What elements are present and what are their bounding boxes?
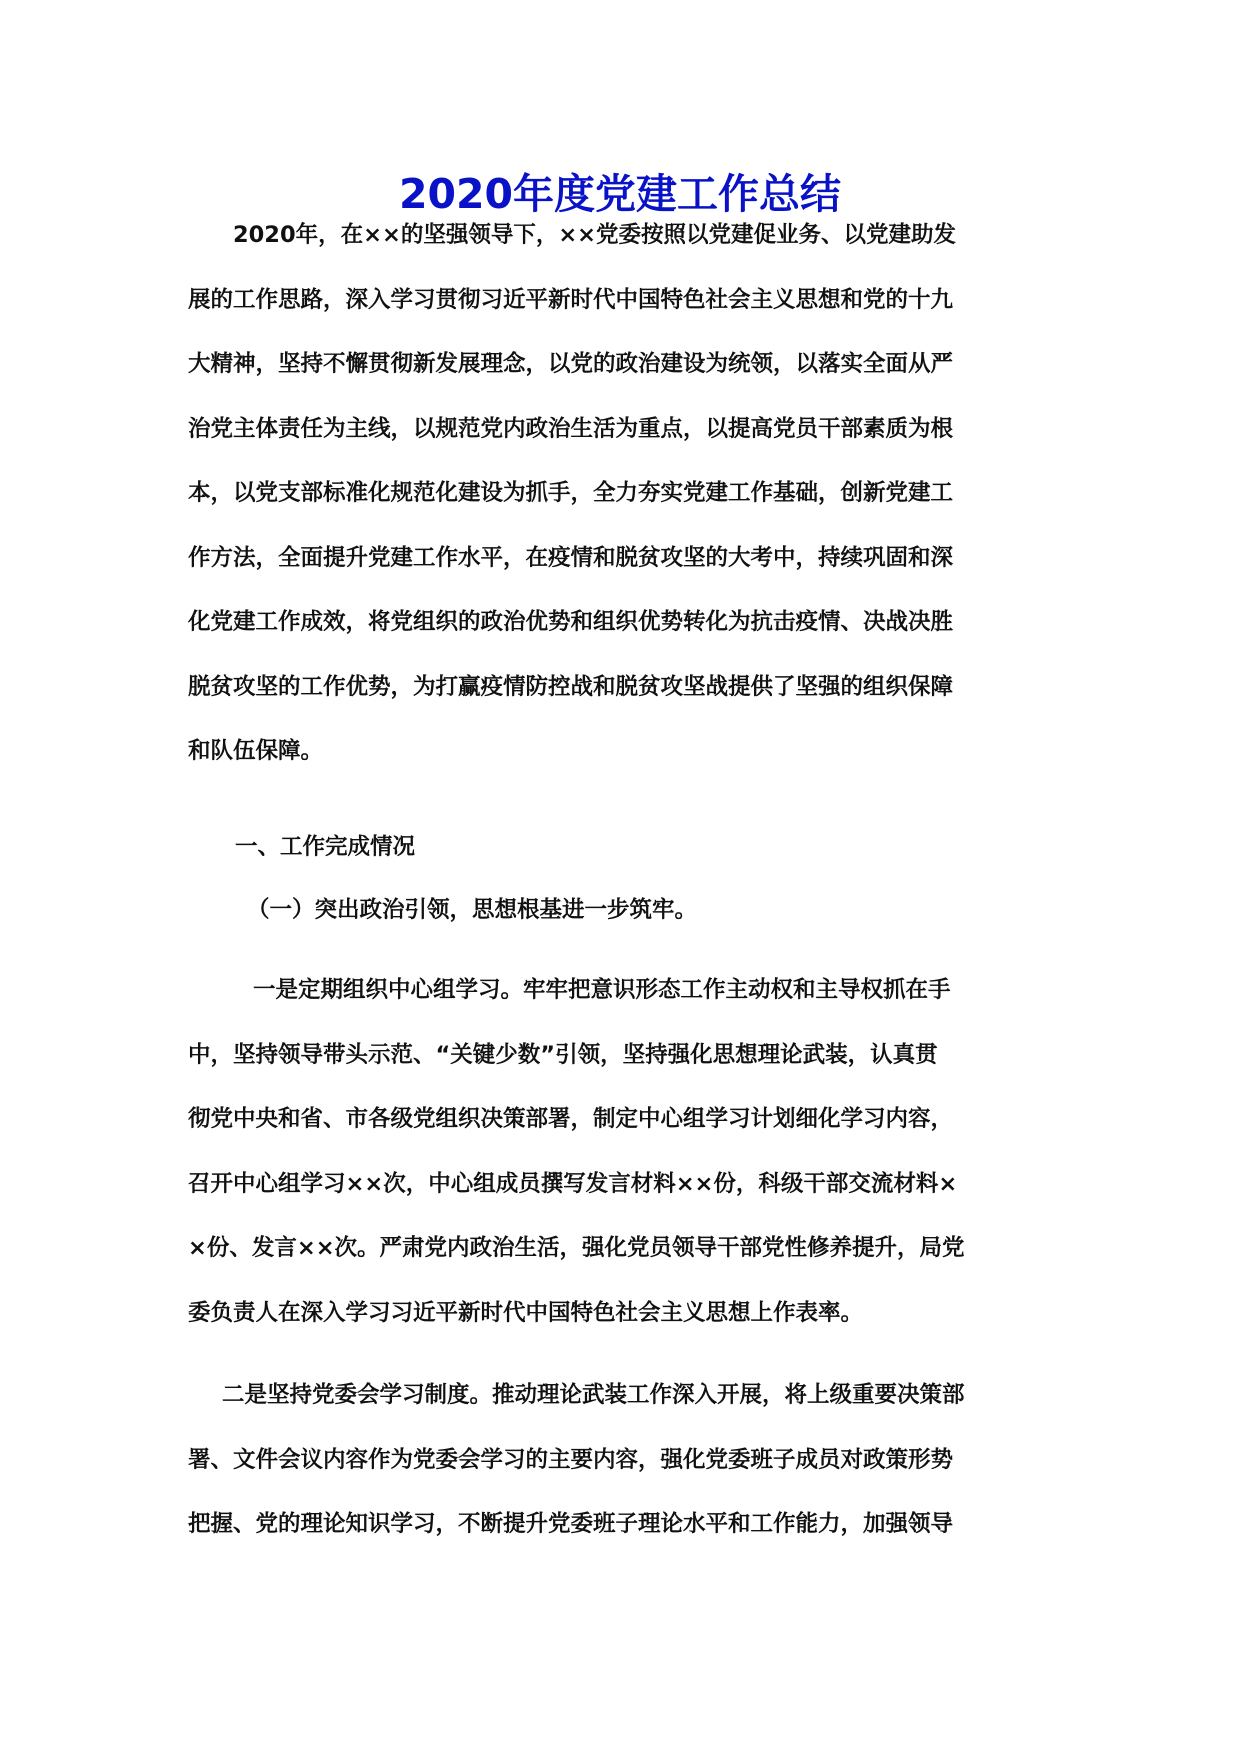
paragraph-line: 一是定期组织中心组学习。牢牢把意识形态工作主动权和主导权抓在手: [253, 977, 951, 1003]
paragraph-line: 二是坚持党委会学习制度。推动理论武装工作深入开展，将上级重要决策部: [222, 1382, 965, 1408]
paragraph-line: 把握、党的理论知识学习，不断提升党委班子理论水平和工作能力，加强领导: [188, 1511, 954, 1537]
section-heading: 一、工作完成情况: [235, 834, 416, 860]
intro-paragraph: [188, 203, 1058, 784]
intro-line: 作方法，全面提升党建工作水平，在疫情和脱贫攻坚的大考中，持续巩固和深: [188, 544, 954, 571]
paragraph-party-committee-study: [188, 1363, 1058, 1557]
intro-line: 展的工作思路，深入学习贯彻习近平新时代中国特色社会主义思想和党的十九: [188, 286, 954, 313]
paragraph-line: 委负责人在深入学习习近平新时代中国特色社会主义思想上作表率。: [188, 1299, 864, 1326]
intro-line: 和队伍保障。: [188, 738, 324, 764]
intro-line: 化党建工作成效，将党组织的政治优势和组织优势转化为抗击疫情、决战决胜: [188, 609, 954, 635]
intro-line: 大精神，坚持不懈贯彻新发展理念，以党的政治建设为统领，以落实全面从严: [188, 351, 954, 377]
paragraph-line: 召开中心组学习××次，中心组成员撰写发言材料××份，科级干部交流材料×: [188, 1170, 958, 1197]
paragraph-line: 中，坚持领导带头示范、“关键少数”引领，坚持强化思想理论武装，认真贯: [188, 1041, 938, 1068]
subsection-heading: （一）突出政治引领，思想根基进一步筑牢。: [247, 897, 698, 923]
paragraph-line: ×份、发言××次。严肃党内政治生活，强化党员领导干部党性修养提升，局党: [188, 1235, 965, 1261]
intro-line: 2020年，在××的坚强领导下，××党委按照以党建促业务、以党建助发: [233, 222, 957, 248]
paragraph-line: 彻党中央和省、市各级党组织决策部署，制定中心组学习计划细化学习内容，: [188, 1106, 954, 1132]
intro-line: 治党主体责任为主线，以规范党内政治生活为重点，以提高党员干部素质为根: [188, 415, 954, 442]
intro-line: 脱贫攻坚的工作优势，为打赢疫情防控战和脱贫攻坚战提供了坚强的组织保障: [188, 673, 954, 700]
paragraph-line: 署、文件会议内容作为党委会学习的主要内容，强化党委班子成员对政策形势: [188, 1446, 954, 1473]
document-title: 2020年度党建工作总结: [398, 170, 842, 218]
intro-line: 本，以党支部标准化规范化建设为抓手，全力夯实党建工作基础，创新党建工: [188, 480, 954, 506]
paragraph-central-group-study: [188, 958, 1058, 1345]
